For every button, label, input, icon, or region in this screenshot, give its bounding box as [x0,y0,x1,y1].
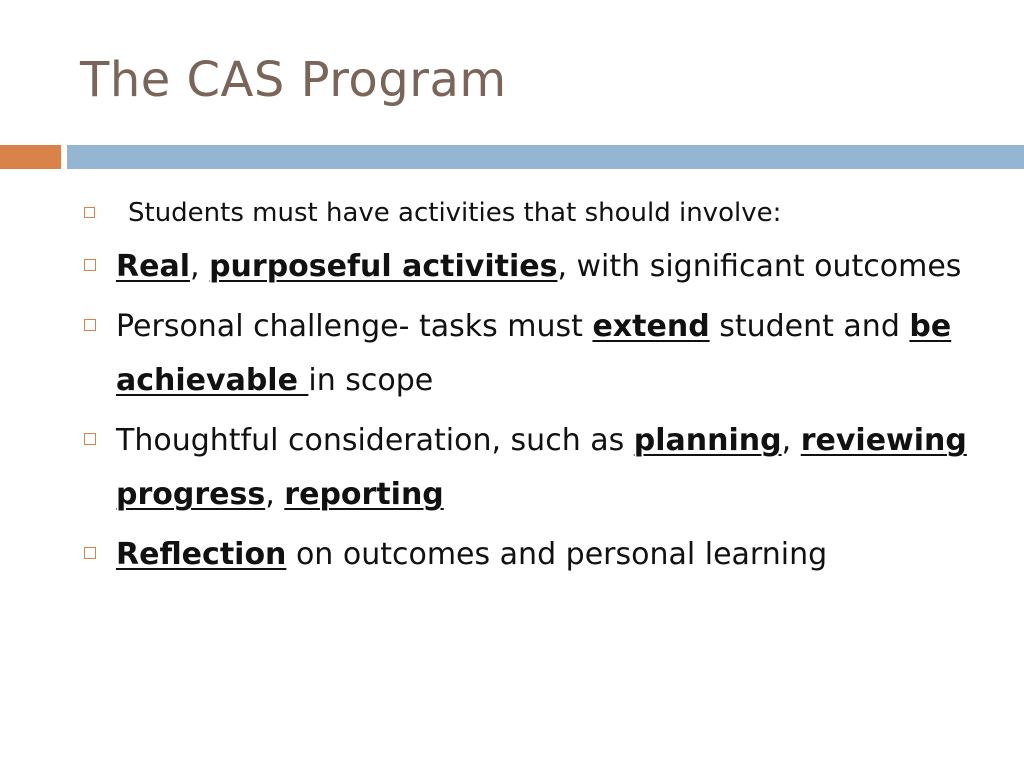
emphasis-text: extend [592,309,710,344]
square-bullet-icon [84,319,96,331]
bullet-text: Thoughtful consideration, such as [116,423,634,458]
bullet-text: , [189,249,210,284]
emphasis-text: reviewing progress [116,423,967,512]
emphasis-text: purposeful activities [209,249,558,284]
bullet-text: Personal challenge- tasks must [116,309,593,344]
bullet-text: , [781,423,801,458]
bullet-text: , [265,477,285,512]
bullet-text: in scope [308,363,434,398]
bullet-item-thoughtful-consideration [80,414,980,522]
slide-title: The CAS Program [80,52,507,108]
square-bullet-icon [84,547,96,559]
square-bullet-icon [84,259,96,271]
bullet-item-intro [80,190,980,236]
bullet-item-real [80,240,980,294]
emphasis-text: Reflection [116,537,287,572]
square-bullet-icon [84,207,95,218]
bullet-text: Students must have activities that should involve: [128,198,782,228]
emphasis-text: planning [633,423,782,458]
square-bullet-icon [84,433,96,445]
bullet-text: student and [709,309,910,344]
accent-band-orange [0,145,61,169]
emphasis-text: reporting [284,477,444,512]
accent-band-blue [67,145,1024,169]
bullet-text: , with significant outcomes [557,249,962,284]
emphasis-text: be achievable [116,309,952,398]
bullet-item-reflection [80,528,980,582]
bullet-list [80,190,980,588]
bullet-text: on outcomes and personal learning [286,537,828,572]
bullet-item-personal-challenge [80,300,980,408]
emphasis-text: Real [116,249,190,284]
